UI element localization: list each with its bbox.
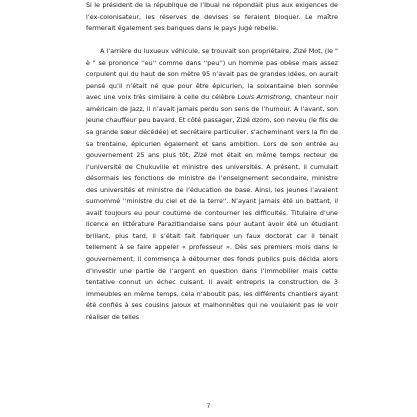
paragraph-1: Si le président de la république de l’Ibual ne répondait plus aux exigences de l’ex-colonisateur, les réserves de devises se feraient bloquer. Le maître fermerait également ses banques dans le pays jugé rebelle. [86, 1, 338, 33]
paragraph-2-part-3: chanteur noir américain de Jazz, il n’avait jamais perdu son sens de l’humour. A l’avant, son jeune chauffeur peu bavard. Et côté passager, Zizé dzom, son neveu (le fils de sa grande sœur décédée) et secrétaire particulier, s’acheminant vers la fin de sa trentaine, épicurien également et sans ambition. Lors de son entrée au gouvernement 25 ans plus tôt, [86, 93, 338, 160]
page-number: 7 [206, 404, 211, 410]
name-zize-second: Zizé [193, 151, 208, 160]
paragraph-2 [86, 46, 338, 323]
paragraph-2-part-1: A l’arrière du luxueux véhicule, se trouvait son propriétaire, [100, 47, 294, 56]
paragraph-2-part-4: mot était en même temps recteur de l’université de Chukuville et ministre des universités. A présent, il cumulait désormais les fonctions de ministre de l’enseignement secondaire, ministre des universités et ministre de l’éducation de base. Ainsi, les jeunes l’avaient surnommé ''ministre du ciel et de la terre''. N’ayant jamais été un battant, il avait toujours eu pour coutume de contourner les difficultés. Titulaire d’une licence en littérature Parazitlandaise sans pour autant avoir été un étudiant brillant, plus tard, il s’était fait fabriquer un faux doctorat car il tenait tellement à se faire appeler « professeur ». Dès ses premiers mois dans le gouvernement, il commença à détourner des fonds publics puis décida alors d’investir une partie de l’argent en question dans l’immobilier mais cette tentative connut un échec cuisant. Il avait entrepris la construction de 3 immeubles en même temps, cela n’aboutit pas, les différents chantiers ayant été confiés à ses cousins jaloux et malhonnêtes qui ne voulaient pas le voir réaliser de telles [86, 151, 338, 321]
name-louis-armstrong: Louis Armstrong, [237, 93, 293, 102]
name-zize: Zizé [293, 47, 307, 56]
body-text [86, 0, 338, 323]
paragraph-2-part-2: Mot, (le " è " se prononce ''eu'' comme dans ''peu'') un homme pas obèse mais assez corpulent qui du haut de son mètre 95 n’avait pas de grandes idées, on aurait pensé qu’il n’était né que pour être épicurien, la soixantaine bien sonnée avec une voix très similaire à celle du célèbre [86, 47, 338, 102]
